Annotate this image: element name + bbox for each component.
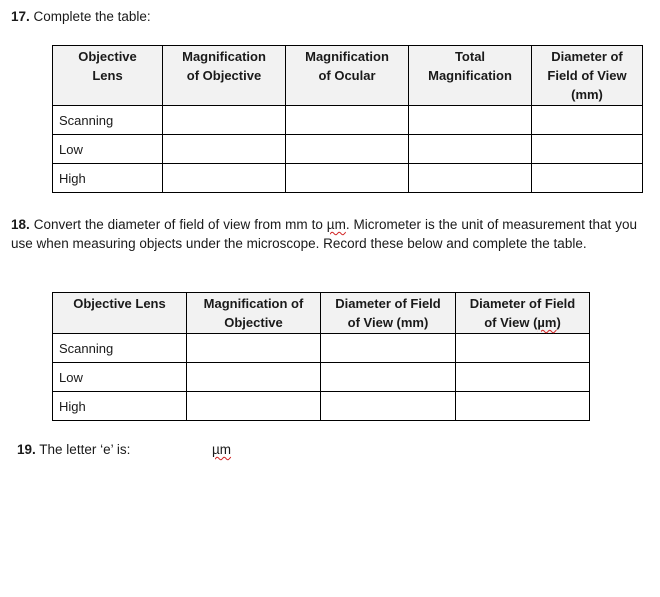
cell-input[interactable] (321, 363, 456, 392)
question-17 (11, 7, 151, 26)
header-objective-lens: Objective Lens (53, 46, 163, 106)
header-diameter-fov-um: Diameter of Field of View (µm) (456, 293, 590, 334)
cell-input[interactable] (409, 164, 532, 193)
cell-input[interactable] (532, 106, 643, 135)
table-18-header-row (53, 293, 590, 334)
micrometer-unit: µm (326, 217, 346, 232)
table-row (53, 164, 643, 193)
row-label-scanning: Scanning (53, 334, 187, 363)
table-17 (52, 45, 643, 193)
question-18-number: 18. (11, 217, 30, 232)
cell-input[interactable] (187, 363, 321, 392)
header-magnification-objective: Magnification of Objective (187, 293, 321, 334)
question-18-text-after: . Micrometer is the unit of measurement that you use when measuring objects under the microscope. Record these below and complete the table. (11, 217, 638, 251)
table-row (53, 392, 590, 421)
table-row (53, 334, 590, 363)
question-19-text: The letter ‘e’ is: (39, 442, 131, 457)
header-diameter-fov-mm: Diameter of Field of View (mm) (321, 293, 456, 334)
table-18 (52, 292, 590, 421)
question-19-number: 19. (17, 442, 36, 457)
question-19 (17, 440, 130, 459)
cell-input[interactable] (321, 392, 456, 421)
table-row (53, 363, 590, 392)
header-magnification-objective: Magnification of Objective (163, 46, 286, 106)
cell-input[interactable] (163, 164, 286, 193)
cell-input[interactable] (409, 135, 532, 164)
cell-input[interactable] (187, 334, 321, 363)
table-17-header-row (53, 46, 643, 106)
header-total-magnification: Total Magnification (409, 46, 532, 106)
cell-input[interactable] (456, 392, 590, 421)
cell-input[interactable] (187, 392, 321, 421)
cell-input[interactable] (409, 106, 532, 135)
cell-input[interactable] (286, 106, 409, 135)
cell-input[interactable] (532, 164, 643, 193)
question-18-text-before: Convert the diameter of field of view from mm to (33, 217, 327, 232)
header-magnification-ocular: Magnification of Ocular (286, 46, 409, 106)
question-18 (11, 215, 637, 253)
cell-input[interactable] (163, 106, 286, 135)
header-objective-lens: Objective Lens (53, 293, 187, 334)
table-row (53, 135, 643, 164)
row-label-high: High (53, 392, 187, 421)
question-17-text: Complete the table: (33, 9, 151, 24)
cell-input[interactable] (286, 135, 409, 164)
row-label-low: Low (53, 363, 187, 392)
answer-unit: µm (212, 442, 232, 457)
cell-input[interactable] (321, 334, 456, 363)
row-label-low: Low (53, 135, 163, 164)
question-17-number: 17. (11, 9, 30, 24)
cell-input[interactable] (456, 334, 590, 363)
cell-input[interactable] (456, 363, 590, 392)
row-label-high: High (53, 164, 163, 193)
cell-input[interactable] (163, 135, 286, 164)
cell-input[interactable] (532, 135, 643, 164)
table-row (53, 106, 643, 135)
header-diameter-fov-mm: Diameter of Field of View (mm) (532, 46, 643, 106)
cell-input[interactable] (286, 164, 409, 193)
row-label-scanning: Scanning (53, 106, 163, 135)
